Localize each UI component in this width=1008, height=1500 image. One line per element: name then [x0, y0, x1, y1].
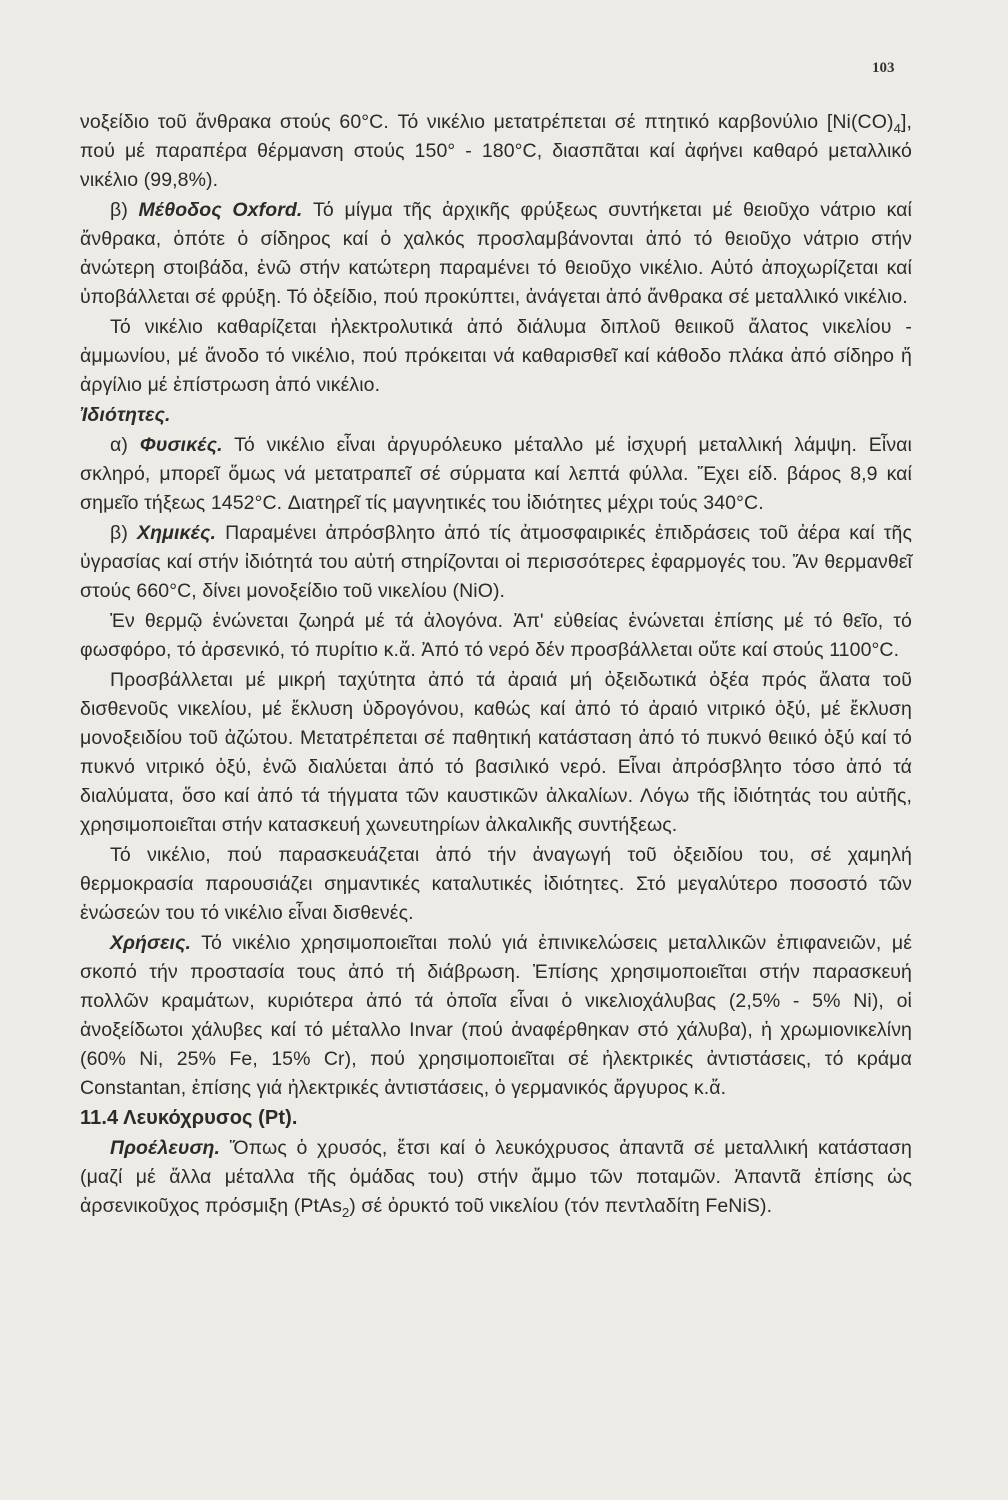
paragraph-origin: [80, 1134, 912, 1221]
heading-properties: Ἰδιότητες.: [80, 404, 171, 426]
subscript: 4: [893, 120, 901, 136]
list-marker: α): [110, 434, 140, 456]
paragraph-halogens: Ἐν θερμῷ ἑνώνεται ζωηρά μέ τά ἀλογόνα. Ἀπ' εὐθείας ἑνώνεται ἐπίσης μέ τό θεῖο, τό φωσφόρο, τό ἀρσενικό, τό πυρίτιο κ.ἄ. Ἀπό τό νερό δέν προσβάλλεται οὔτε καί στούς 1100°C.: [80, 610, 912, 661]
inline-heading: Φυσικές.: [139, 434, 223, 456]
text-span: Παραμένει ἀπρόσβλητο ἀπό τίς ἀτμοσφαιρικές ἐπιδράσεις τοῦ ἀέρα καί τῆς ὑγρασίας καί στήν ἰδιότητά του αὐτή στηρίζονται οἱ περισσότερες ἐφαρμογές του. Ἄν θερμανθεῖ στούς 660°C, δίνει μονοξείδιο τοῦ νικελίου (NiO).: [80, 522, 912, 602]
text-span: ) σέ ὀρυκτό τοῦ νικελίου (τόν πεντλαδίτη FeNiS).: [349, 1195, 773, 1217]
paragraph-electrolysis: Τό νικέλιο καθαρίζεται ἠλεκτρολυτικά ἀπό διάλυμα διπλοῦ θειικοῦ ἄλατος νικελίου - ἀμμωνίου, μέ ἄνοδο τό νικέλιο, πού πρόκειται νά καθαρισθεῖ καί κάθοδο πλάκα ἀπό σίδηρο ἤ ἀργίλιο μέ ἐπίστρωση ἀπό νικέλιο.: [80, 316, 912, 396]
paragraph-catalytic: Τό νικέλιο, πού παρασκευάζεται ἀπό τήν ἀναγωγή τοῦ ὀξειδίου του, σέ χαμηλή θερμοκρασία παρουσιάζει σημαντικές καταλυτικές ἰδιότητες. Στό μεγαλύτερο ποσοστό τῶν ἑνώσεών του τό νικέλιο εἶναι δισθενές.: [80, 844, 912, 924]
text-span: Ὅπως ὁ χρυσός, ἔτσι καί ὁ λευκόχρυσος ἀπαντᾶ σέ μεταλλική κατάσταση (μαζί μέ ἄλλα μέταλλα τῆς ὁμάδας του) στήν ἄμμο τῶν ποταμῶν. Ἀπαντᾶ ἐπίσης ὡς ἀρσενικοῦχος πρόσμιξη (PtAs: [80, 1137, 912, 1217]
text-span: Τό νικέλιο εἶναι ἀργυρόλευκο μέταλλο μέ ἰσχυρή μεταλλική λάμψη. Εἶναι σκληρό, μπορεῖ ὅμως νά μετατραπεῖ σέ σύρματα καί λεπτά φύλλα. Ἔχει είδ. βάρος 8,9 καί σημεῖο τήξεως 1452°C. Διατηρεῖ τίς μαγνητικές του ἰδιότητες μέχρι τούς 340°C.: [80, 434, 912, 514]
text-span: Τό νικέλιο χρησιμοποιεῖται πολύ γιά ἐπινικελώσεις μεταλλικῶν ἐπιφανειῶν, μέ σκοπό τήν προστασία τους ἀπό τή διάβρωση. Ἐπίσης χρησιμοποιεῖται στήν παρασκευή πολλῶν κραμάτων, κυριότερα ἀπό τά ὁποῖα εἶναι ὁ νικελιοχάλυβας (2,5% - 5% Ni), οἱ ἀνοξείδωτοι χάλυβες καί τό μέταλλο Invar (πού ἀναφέρθηκαν στό χάλυβα), ἡ χρωμιονικελίνη (60% Ni, 25% Fe, 15% Cr), πού χρησιμοποιεῖται σέ ἠλεκτρικές ἀντιστάσεις, τό κράμα Constantan, ἐπίσης γιά ἠλεκτρικές ἀντιστάσεις, ὁ γερμανικός ἄργυρος κ.ἄ.: [80, 932, 912, 1099]
list-marker: β): [110, 199, 139, 221]
paragraph-acids: Προσβάλλεται μέ μικρή ταχύτητα ἀπό τά ἀραιά μή ὀξειδωτικά ὀξέα πρός ἄλατα τοῦ δισθενοῦς νικελίου, μέ ἔκλυση ὑδρογόνου, καθώς καί ἀπό τό ἀραιό νιτρικό ὀξύ, μέ ἔκλυση μονοξειδίου τοῦ ἀζώτου. Μετατρέπεται σέ παθητική κατάσταση ἀπό τό πυκνό θειικό ὀξύ καί τό πυκνό νιτρικό ὀξύ, ἐνῶ διαλύεται ἀπό τό βασιλικό νερό. Εἶναι ἀπρόσβλητο τόσο ἀπό τά διαλύματα, ὅσο καί ἀπό τά τήγματα τῶν καυστικῶν ἀλκαλίων. Λόγω τῆς ἰδιότητάς του αὐτῆς, χρησιμοποιεῖται στήν κατασκευή χωνευτηρίων ἀλκαλικῆς συντήξεως.: [80, 669, 912, 836]
inline-heading: Μέθοδος Oxford.: [138, 199, 303, 221]
paragraph-physical-properties: [80, 431, 912, 518]
paragraph-oxford-method: [80, 196, 912, 312]
list-marker: β): [110, 522, 137, 544]
section-title: 11.4 Λευκόχρυσος (Pt).: [80, 1107, 298, 1129]
inline-heading: Χημικές.: [136, 522, 217, 544]
inline-heading: Χρήσεις.: [110, 932, 192, 954]
paragraph-carbonyl: [80, 108, 912, 195]
text-span: Τό μίγμα τῆς ἀρχικῆς φρύξεως συντήκεται μέ θειοῦχο νάτριο καί ἄνθρακα, ὁπότε ὁ σίδηρος καί ὁ χαλκός προσλαμβάνονται ἀπό τό θειοῦχο νάτριο στήν ἀνώτερη στοιβάδα, ἐνῶ στήν κατώτερη παραμένει τό θειοῦχο νικέλιο. Αὐτό ἀποχωρίζεται καί ὑποβάλλεται σέ φρύξη. Τό ὀξείδιο, πού προκύπτει, ἀνάγεται ἀπό ἄνθρακα σέ μεταλλικό νικέλιο.: [80, 199, 912, 308]
subscript: 2: [341, 1204, 350, 1220]
text-span: νοξείδιο τοῦ ἄνθρακα στούς 60°C. Τό νικέλιο μετατρέπεται σέ πτητικό καρβονύλιο [Ni(CO): [80, 111, 894, 133]
paragraph-uses: [80, 929, 912, 1103]
inline-heading: Προέλευση.: [110, 1137, 221, 1159]
text-span: ], πού μέ παραπέρα θέρμανση στούς 150° - 180°C, διασπᾶται καί ἀφήνει καθαρό μεταλλικό νικέλιο (99,8%).: [80, 111, 912, 191]
page-number: 103: [872, 60, 895, 76]
body-text: [80, 108, 912, 1222]
paragraph-chemical-properties: [80, 519, 912, 606]
